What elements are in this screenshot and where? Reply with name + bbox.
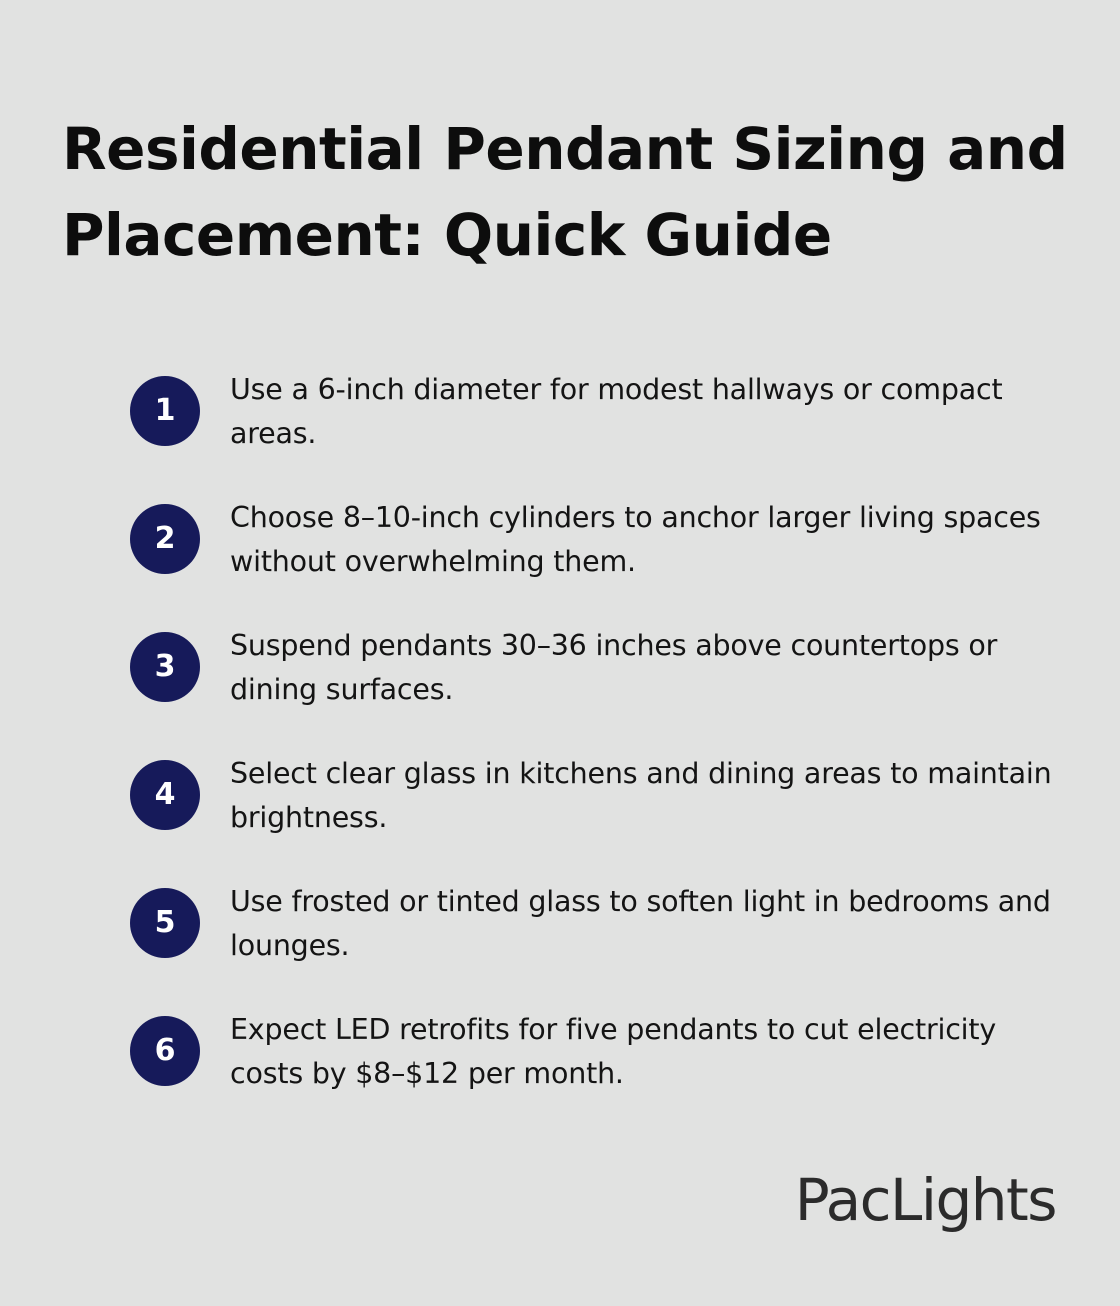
page-title: Residential Pendant Sizing and Placement: Quick Guide	[62, 115, 1068, 269]
list-item	[130, 880, 1060, 1008]
step-number-badge: 4	[130, 760, 200, 830]
step-number-badge: 5	[130, 888, 200, 958]
list-item	[130, 496, 1060, 624]
step-text: Expect LED retrofits for five pendants to cut electricity costs by $8–$12 per month.	[230, 1013, 997, 1090]
list-item	[130, 752, 1060, 880]
step-text: Suspend pendants 30–36 inches above countertops or dining surfaces.	[230, 629, 998, 706]
list-item	[130, 624, 1060, 752]
list-item	[130, 368, 1060, 496]
step-number-badge: 3	[130, 632, 200, 702]
step-text: Use frosted or tinted glass to soften light in bedrooms and lounges.	[230, 885, 1051, 962]
steps-list	[130, 368, 1060, 1136]
step-text: Use a 6-inch diameter for modest hallways or compact areas.	[230, 373, 1003, 450]
step-number-badge: 1	[130, 376, 200, 446]
step-text: Select clear glass in kitchens and dining areas to maintain brightness.	[230, 757, 1052, 834]
step-text: Choose 8–10-inch cylinders to anchor larger living spaces without overwhelming them.	[230, 501, 1041, 578]
list-item	[130, 1008, 1060, 1136]
brand-logo: PacLights	[794, 1166, 1056, 1234]
step-number-badge: 6	[130, 1016, 200, 1086]
step-number-badge: 2	[130, 504, 200, 574]
